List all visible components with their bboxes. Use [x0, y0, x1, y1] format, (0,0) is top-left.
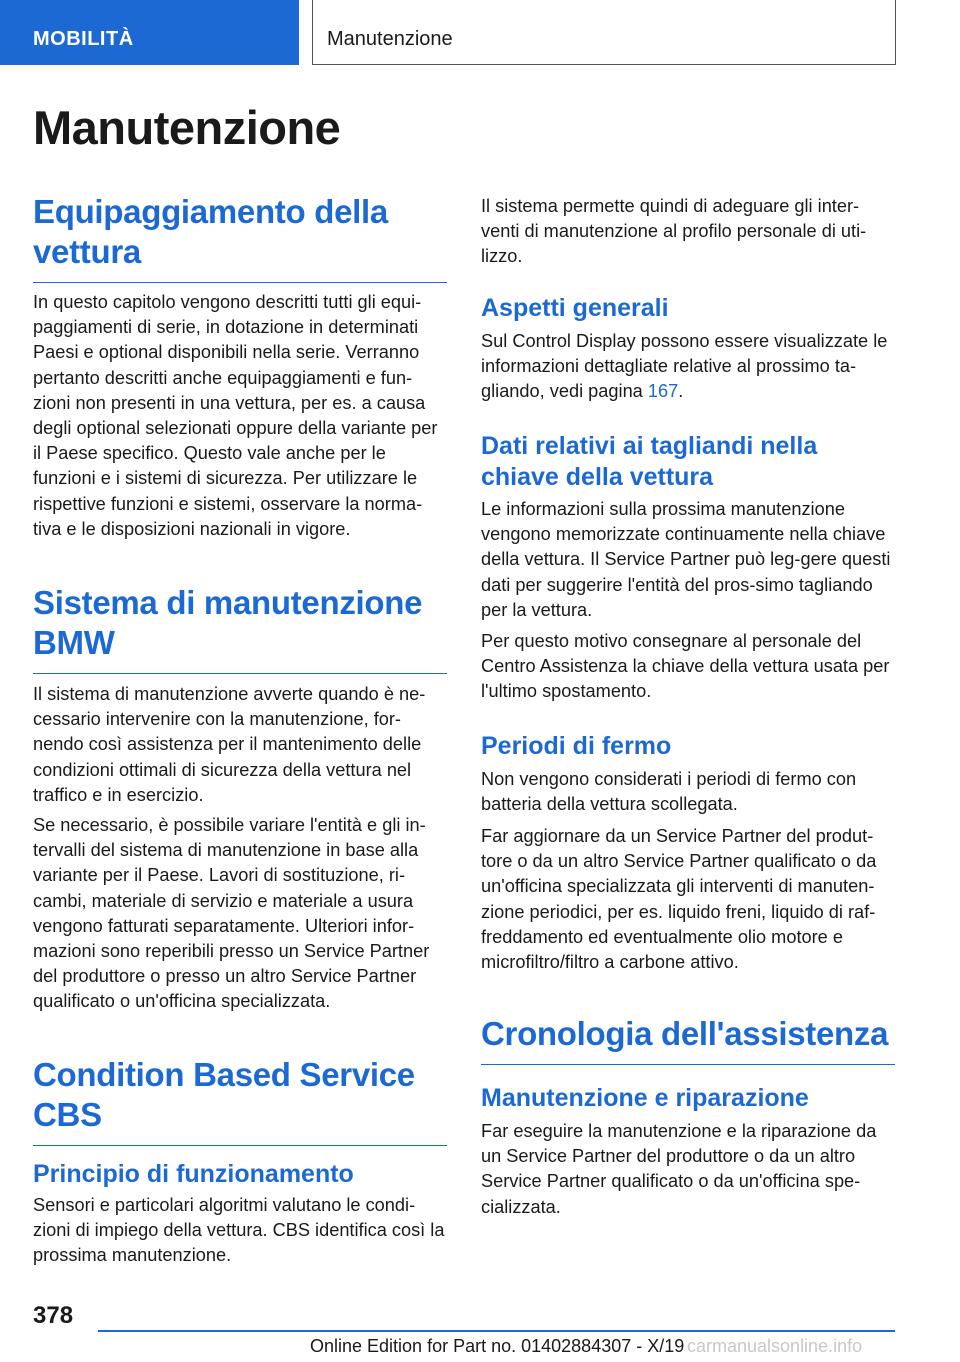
- page-title: Manutenzione: [33, 101, 341, 154]
- section-title-cronologia: Cronologia dell'assistenza: [481, 1014, 895, 1065]
- paragraph-periodi-fermo-1: Non vengono considerati i periodi di fermo con batteria della vettura scollegata.: [481, 769, 857, 815]
- section-title-sistema-manutenzione: Sistema di manutenzione BMW: [33, 583, 447, 674]
- paragraph-sistema-2: Se necessario, è possibile variare l'entità e gli in-tervalli del sistema di manutenzione in base alla variante per il Paese. Lavori di sostituzione, ri-cambi, materiale di servizio e materiale a usura vengono fatturati separatamente. Ulteriori infor-mazioni sono reperibili presso un Service Partner del produttore o presso un altro Service Partner qualificato o un'officina specializzata.: [33, 815, 430, 1012]
- footer-divider: [98, 1330, 895, 1332]
- paragraph-aspetti-generali: Sul Control Display possono essere visualizzate le informazioni dettagliate relative al prossimo ta-gliando, vedi pagina 167.: [481, 331, 888, 402]
- header-section-tab: MOBILITÀ: [0, 0, 299, 65]
- paragraph-equipaggiamento: In questo capitolo vengono descritti tutti gli equi-paggiamenti di serie, in dotazione in determinati Paesi e optional disponibili nella serie. Verranno pertanto descritti anche equipaggiamenti e fun-zioni non presenti in una vettura, per es. a causa degli optional selezionati oppure della variante per il Paese specifico. Questo vale anche per le funzioni e i sistemi di sicurezza. Per utilizzare le rispettive funzioni e sistemi, osservare la norma-tiva e le disposizioni nazionali in vigore.: [33, 292, 438, 539]
- header-chapter-title: Manutenzione: [312, 0, 896, 65]
- page-number: 378: [33, 1302, 74, 1329]
- subsection-title-principio: Principio di funzionamento: [33, 1160, 354, 1188]
- footer-edition: Online Edition for Part no. 01402884307 - X/19: [310, 1336, 685, 1356]
- paragraph-dati-tagliandi-1: Le informazioni sulla prossima manutenzione vengono memorizzate continuamente nella chiave della vettura. Il Service Partner può leg-gere questi dati per suggerire l'entità del pros-simo tagliando per la vettura.: [481, 499, 891, 620]
- subsection-title-periodi-fermo: Periodi di fermo: [481, 732, 672, 760]
- section-title-cbs: Condition Based Service CBS: [33, 1055, 447, 1146]
- subsection-title-manutenzione-riparazione: Manutenzione e riparazione: [481, 1084, 809, 1112]
- subsection-title-dati-tagliandi: Dati relativi ai tagliandi nella chiave della vettura: [481, 432, 818, 491]
- subsection-title-aspetti-generali: Aspetti generali: [481, 294, 669, 322]
- page-reference-link[interactable]: 167: [647, 381, 679, 402]
- paragraph-periodi-fermo-2: Far aggiornare da un Service Partner del produt-tore o da un altro Service Partner qualificato o da un'officina specializzata gli interventi di manuten-zione periodici, per es. liquido freni, liquido di raf-freddamento ed eventualmente olio motore e microfiltro/filtro a carbone attivo.: [481, 826, 877, 973]
- paragraph-manutenzione-riparazione: Far eseguire la manutenzione e la riparazione da un Service Partner del produttore o da un altro Service Partner qualificato o da un'officina spe-cializzata.: [481, 1121, 877, 1217]
- paragraph-dati-tagliandi-2: Per questo motivo consegnare al personale del Centro Assistenza la chiave della vettura usata per l'ultimo spostamento.: [481, 631, 890, 702]
- paragraph-principio: Sensori e particolari algoritmi valutano le condi-zioni di impiego della vettura. CBS identifica così la prossima manutenzione.: [33, 1195, 445, 1266]
- paragraph-sistema-1: Il sistema di manutenzione avverte quando è ne-cessario intervenire con la manutenzione, for-nendo così assistenza per il mantenimento delle condizioni ottimali di sicurezza della vettura nel traffico e in esercizio.: [33, 684, 426, 805]
- section-title-equipaggiamento: Equipaggiamento della vettura: [33, 192, 447, 283]
- footer-watermark: carmanualsonline.info: [687, 1336, 863, 1356]
- paragraph-continuation: Il sistema permette quindi di adeguare gli inter-venti di manutenzione al profilo personale di uti-lizzo.: [481, 196, 867, 267]
